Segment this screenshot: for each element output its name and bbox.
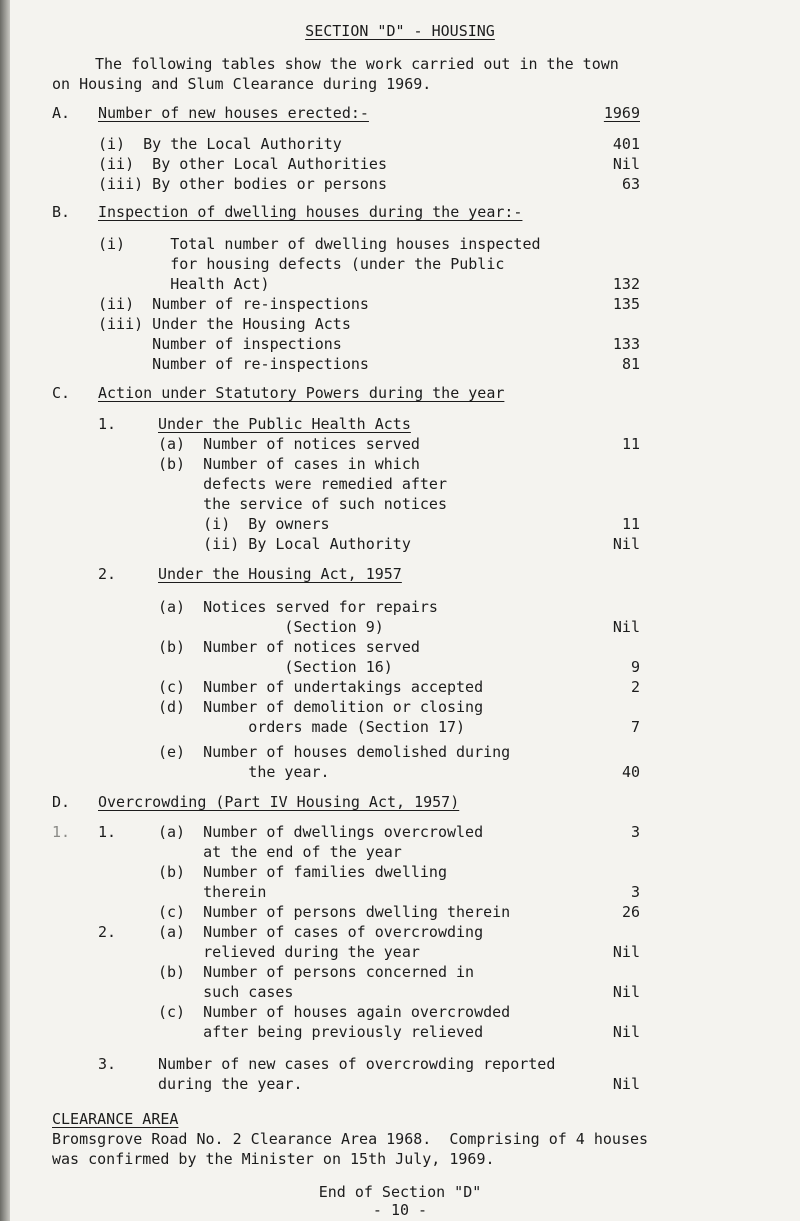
section-b-i-value: 132 <box>612 275 640 293</box>
section-c-p1b-line-2: defects were remedied after <box>158 475 447 493</box>
section-d-p3-value: Nil <box>612 1075 640 1093</box>
section-a-item-1-label: (i) By the Local Authority <box>98 135 342 153</box>
section-b-heading: Inspection of dwelling houses during the year:- <box>98 203 523 221</box>
section-a-item-2-value: Nil <box>612 155 640 173</box>
section-d-p2b-line-1: (b) Number of persons concerned in <box>158 963 475 981</box>
section-d-p1c-value: 26 <box>621 903 640 921</box>
section-d-p1a-line-2: at the end of the year <box>158 843 402 861</box>
section-d-p1b-value: 3 <box>630 883 640 901</box>
section-c-p1b-ii-value: Nil <box>612 535 640 553</box>
intro-line-1: The following tables show the work carried out in the town <box>95 55 619 73</box>
section-c-p2a-line-1: (a) Notices served for repairs <box>158 598 438 616</box>
section-c-p2b-line-2: (Section 16) <box>158 658 393 676</box>
section-d-p1b-line-2: therein <box>158 883 267 901</box>
section-c-p1a-value: 11 <box>621 435 640 453</box>
section-c-part1-num: 1. <box>98 415 117 433</box>
section-a-year: 1969 <box>603 104 640 122</box>
section-a-heading: Number of new houses erected:- <box>98 104 369 122</box>
section-c-p2e-line-1: (e) Number of houses demolished during <box>158 743 511 761</box>
page-number: - 10 - <box>372 1201 428 1219</box>
section-b-i-line-2: for housing defects (under the Public <box>98 255 505 273</box>
end-of-section: End of Section "D" <box>318 1183 482 1201</box>
section-b-iii-inspections-label: Number of inspections <box>98 335 342 353</box>
section-d-p2b-line-2: such cases <box>158 983 294 1001</box>
section-d-p2c-line-2: after being previously relieved <box>158 1023 484 1041</box>
section-d-p3-num: 3. <box>98 1055 117 1073</box>
section-b-iii-reinspections-value: 81 <box>621 355 640 373</box>
section-d-p3-line-2: during the year. <box>158 1075 303 1093</box>
section-d-heading: Overcrowding (Part IV Housing Act, 1957) <box>98 793 460 811</box>
section-d-p2a-line-2: relieved during the year <box>158 943 420 961</box>
section-b-iii-reinspections-label: Number of re-inspections <box>98 355 369 373</box>
clearance-line-1: Bromsgrove Road No. 2 Clearance Area 1968. Comprising of 4 houses <box>52 1130 649 1148</box>
section-d-p2a-line-1: (a) Number of cases of overcrowding <box>158 923 484 941</box>
section-d-p2b-value: Nil <box>612 983 640 1001</box>
section-d-stray-mark: 1. <box>52 823 71 841</box>
section-c-p1a-label: (a) Number of notices served <box>158 435 420 453</box>
section-c-p2c-value: 2 <box>630 678 640 696</box>
intro-line-2: on Housing and Slum Clearance during 1969. <box>52 75 432 93</box>
section-c-p2d-line-1: (d) Number of demolition or closing <box>158 698 484 716</box>
section-a-item-3-value: 63 <box>621 175 640 193</box>
section-c-p2c-label: (c) Number of undertakings accepted <box>158 678 484 696</box>
section-c-p2a-value: Nil <box>612 618 640 636</box>
clearance-heading: CLEARANCE AREA <box>52 1110 179 1128</box>
section-d-p3-line-1: Number of new cases of overcrowding reported <box>158 1055 556 1073</box>
section-c-p1b-line-3: the service of such notices <box>158 495 447 513</box>
section-b-ii-value: 135 <box>612 295 640 313</box>
section-c-part2-num: 2. <box>98 565 117 583</box>
section-c-p1b-i-label: (i) By owners <box>158 515 330 533</box>
clearance-line-2: was confirmed by the Minister on 15th July, 1969. <box>52 1150 495 1168</box>
section-c-p2d-line-2: orders made (Section 17) <box>158 718 466 736</box>
section-b-i-line-3: Health Act) <box>98 275 270 293</box>
section-a-item-3-label: (iii) By other bodies or persons <box>98 175 387 193</box>
section-c-p1b-ii-label: (ii) By Local Authority <box>158 535 411 553</box>
section-title: SECTION "D" - HOUSING <box>305 22 495 40</box>
section-d-p1c-label: (c) Number of persons dwelling therein <box>158 903 511 921</box>
section-d-letter: D. <box>52 793 71 811</box>
section-b-ii-label: (ii) Number of re-inspections <box>98 295 369 313</box>
section-d-p1a-line-1: (a) Number of dwellings overcrowled <box>158 823 484 841</box>
section-c-p2d-value: 7 <box>630 718 640 736</box>
section-c-p2b-line-1: (b) Number of notices served <box>158 638 420 656</box>
section-c-p1b-line-1: (b) Number of cases in which <box>158 455 420 473</box>
section-b-i-line-1: (i) Total number of dwelling houses inspected <box>98 235 541 253</box>
section-d-p1b-line-1: (b) Number of families dwelling <box>158 863 447 881</box>
section-c-heading: Action under Statutory Powers during the year <box>98 384 505 402</box>
section-c-p1b-i-value: 11 <box>621 515 640 533</box>
section-a-item-2-label: (ii) By other Local Authorities <box>98 155 387 173</box>
section-c-part2-heading: Under the Housing Act, 1957 <box>158 565 402 583</box>
section-d-p1a-value: 3 <box>630 823 640 841</box>
section-a-item-1-value: 401 <box>612 135 640 153</box>
section-d-p1-num: 1. <box>98 823 117 841</box>
section-c-part1-heading: Under the Public Health Acts <box>158 415 411 433</box>
section-c-p2b-value: 9 <box>630 658 640 676</box>
section-b-letter: B. <box>52 203 71 221</box>
section-d-p2-num: 2. <box>98 923 117 941</box>
section-c-p2a-line-2: (Section 9) <box>158 618 384 636</box>
section-b-iii-label: (iii) Under the Housing Acts <box>98 315 351 333</box>
section-a-letter: A. <box>52 104 71 122</box>
section-c-p2e-line-2: the year. <box>158 763 330 781</box>
section-d-p2c-line-1: (c) Number of houses again overcrowded <box>158 1003 511 1021</box>
section-d-p2a-value: Nil <box>612 943 640 961</box>
section-b-iii-inspections-value: 133 <box>612 335 640 353</box>
section-c-letter: C. <box>52 384 71 402</box>
section-c-p2e-value: 40 <box>621 763 640 781</box>
section-d-p2c-value: Nil <box>612 1023 640 1041</box>
